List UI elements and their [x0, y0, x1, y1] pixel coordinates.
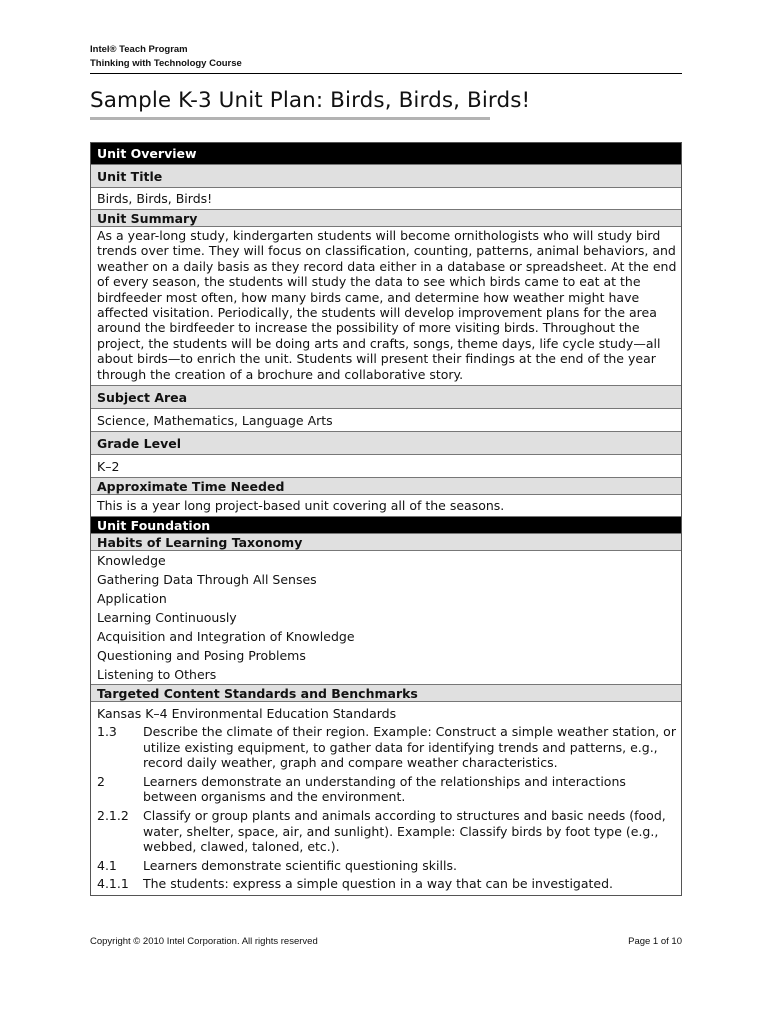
document-title: Sample K-3 Unit Plan: Birds, Birds, Birds! — [90, 88, 531, 113]
standard-number: 4.1 — [97, 857, 117, 873]
unit-summary-text: As a year-long study, kindergarten students will become ornithologists who will study bird trends over time. They will focus on classification, counting, patterns, animal behaviors, and weather on a daily basis as they record data either in a database or spreadsheet. At the end of every season, the students will study the data to see which birds came to eat at the birdfeeder most often, how many birds came, and determine how weather might have affected visitation. Periodically, the students will develop improvement plans for the area around the birdfeeder to increase the possibility of more visiting birds. Throughout the project, the students will be doing arts and crafts, songs, theme days, life cycle study—all about birds—to enrich the unit. Students will present their findings at the end of the year through the creation of a brochure and collaborative story. — [91, 227, 681, 386]
habit-item: Listening to Others — [97, 667, 217, 683]
habits-list — [91, 551, 681, 685]
program-name: Intel® Teach Program — [90, 44, 188, 55]
unit-foundation-heading: Unit Foundation — [91, 517, 681, 534]
standard-item — [97, 808, 677, 855]
habit-item: Acquisition and Integration of Knowledge — [97, 629, 355, 645]
unit-overview-heading: Unit Overview — [91, 143, 681, 165]
unit-summary-label: Unit Summary — [91, 210, 681, 227]
standard-item — [97, 724, 677, 771]
habit-item: Gathering Data Through All Senses — [97, 572, 317, 588]
habit-item: Learning Continuously — [97, 610, 237, 626]
standards-label: Targeted Content Standards and Benchmarks — [91, 685, 681, 702]
subject-area-label: Subject Area — [91, 386, 681, 409]
unit-title-value: Birds, Birds, Birds! — [91, 188, 681, 210]
running-header — [90, 43, 682, 74]
title-underline — [90, 117, 490, 120]
unit-plan-table — [90, 142, 682, 896]
unit-title-label: Unit Title — [91, 165, 681, 188]
habit-item: Application — [97, 591, 167, 607]
grade-level-value: K–2 — [91, 455, 681, 478]
standards-block — [91, 702, 681, 895]
grade-level-label: Grade Level — [91, 432, 681, 455]
standard-text: Describe the climate of their region. Example: Construct a simple weather station, or utilize existing equipment, to gather data for identifying trends and patterns, e.g., record daily weather, graph and compare weather characteristics. — [143, 724, 676, 771]
standards-source: Kansas K–4 Environmental Education Standards — [97, 706, 397, 722]
standard-text: The students: express a simple question in a way that can be investigated. — [143, 876, 614, 892]
standard-item — [97, 774, 677, 805]
course-name: Thinking with Technology Course — [90, 58, 242, 69]
copyright-text: Copyright © 2010 Intel Corporation. All rights reserved — [90, 936, 318, 947]
time-needed-value: This is a year long project-based unit covering all of the seasons. — [91, 495, 681, 517]
standard-text: Classify or group plants and animals according to structures and basic needs (food, water, shelter, space, air, and sunlight). Example: Classify birds by foot type (e.g., webbed, clawed, taloned, etc.). — [143, 808, 666, 855]
standard-number: 2 — [97, 773, 105, 789]
standard-item — [97, 858, 677, 874]
page-number: Page 1 of 10 — [628, 936, 682, 947]
standard-number: 2.1.2 — [97, 808, 129, 824]
standard-text: Learners demonstrate scientific questioning skills. — [143, 857, 457, 873]
time-needed-label: Approximate Time Needed — [91, 478, 681, 495]
standard-text: Learners demonstrate an understanding of the relationships and interactions between organisms and the environment. — [143, 773, 626, 805]
subject-area-value: Science, Mathematics, Language Arts — [91, 409, 681, 432]
standard-number: 1.3 — [97, 724, 117, 740]
habit-item: Questioning and Posing Problems — [97, 648, 306, 664]
habit-item: Knowledge — [97, 553, 166, 569]
habits-label: Habits of Learning Taxonomy — [91, 534, 681, 551]
standard-item — [97, 876, 677, 892]
standard-number: 4.1.1 — [97, 876, 129, 892]
